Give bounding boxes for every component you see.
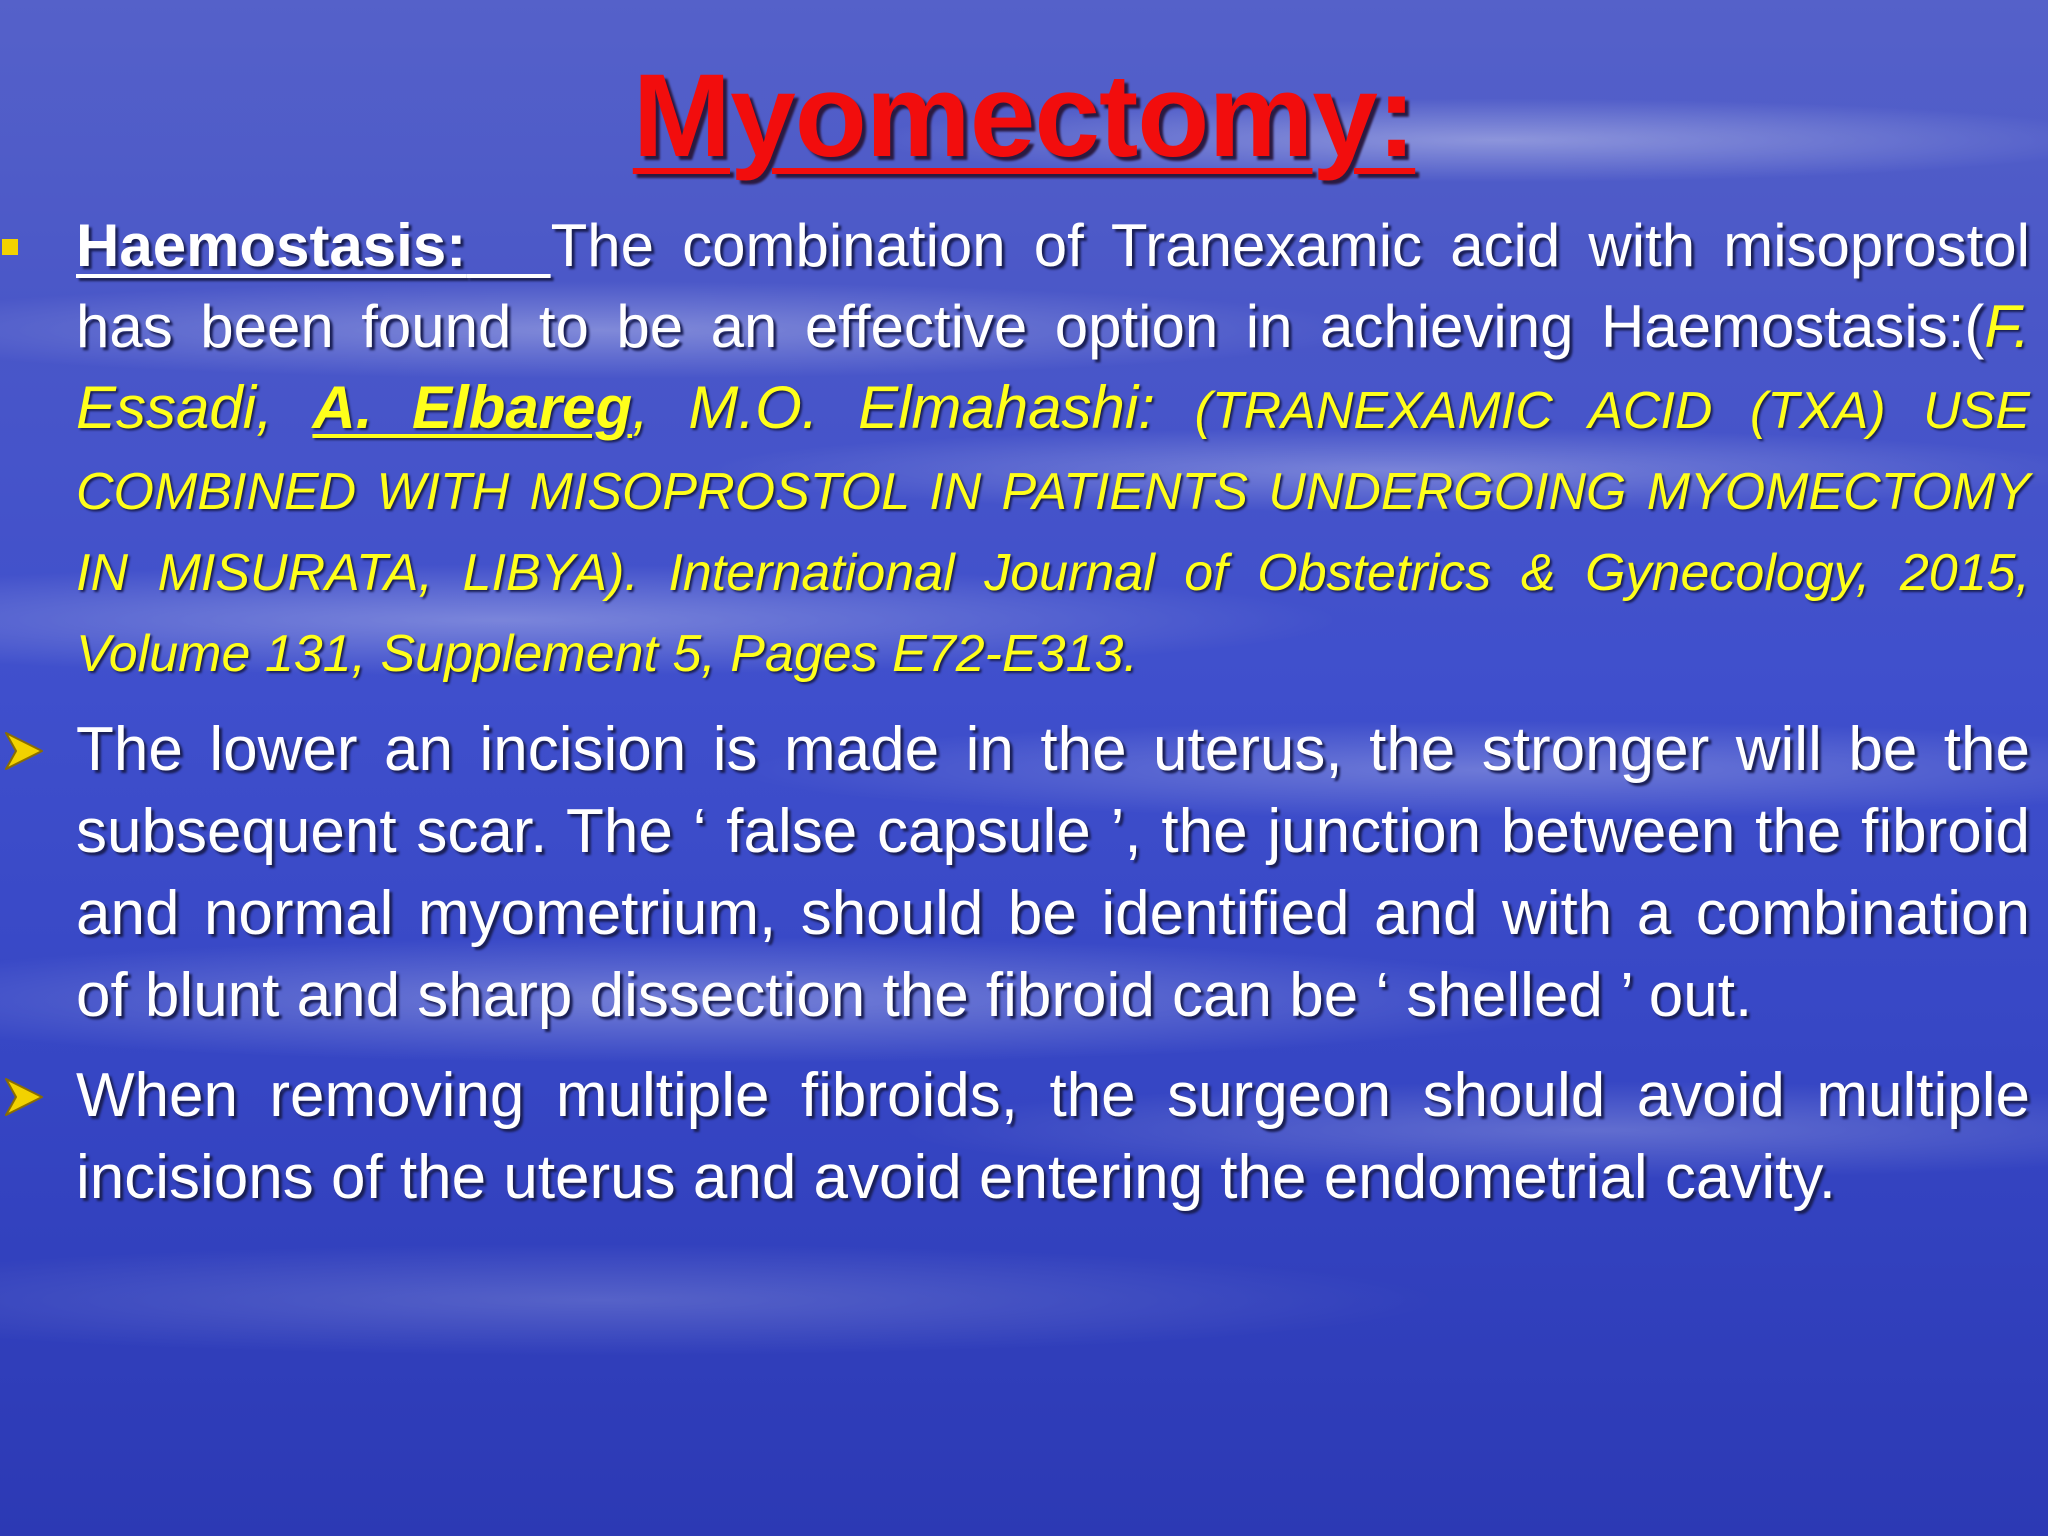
haemostasis-text: The combination of Tranexamic acid with misoprostol has been found to be an effective option in achieving Haemostasis:(: [76, 212, 2030, 360]
bullet-haemostasis: [0, 205, 2030, 691]
reference-authors: F. Essadi,: [76, 293, 2030, 441]
incision-text: The lower an incision is made in the uterus, the stronger will be the subsequent scar. The ‘ false capsule ’, the junction between the fibroid and normal myometrium, should be identified and with a combination of blunt and sharp dissection the fibroid can be ‘ shelled ’ out.: [76, 715, 2030, 1030]
reference-authors-after: , M.O. Elmahashi:: [632, 374, 1195, 441]
bullet-incision: [0, 709, 2030, 1037]
slide-title: Myomectomy:: [632, 50, 1416, 182]
arrow-bullet-icon: [0, 1073, 48, 1121]
haemostasis-heading-text: Haemostasis:: [76, 212, 467, 279]
reference-citation: (TRANEXAMIC ACID (TXA) USE COMBINED WITH MISOPROSTOL IN PATIENTS UNDERGOING MYOMECTOMY IN MISURATA, LIBYA). International Journal of Obstetrics & Gynecology, 2015, Volume 131, Supplement 5, Pages E72-E313.: [76, 382, 2030, 683]
bullet-multiple-fibroids: [0, 1055, 2030, 1219]
arrow-bullet-icon: [0, 727, 48, 775]
square-bullet-icon: [2, 239, 18, 255]
slide-content: [0, 205, 2030, 1219]
haemostasis-heading-gap: [466, 212, 550, 279]
multiple-fibroids-text: When removing multiple fibroids, the surgeon should avoid multiple incisions of the uterus and avoid entering the endometrial cavity.: [76, 1061, 2030, 1212]
reference-highlighted-author: A. Elbareg: [312, 374, 633, 441]
haemostasis-heading: [76, 212, 551, 279]
